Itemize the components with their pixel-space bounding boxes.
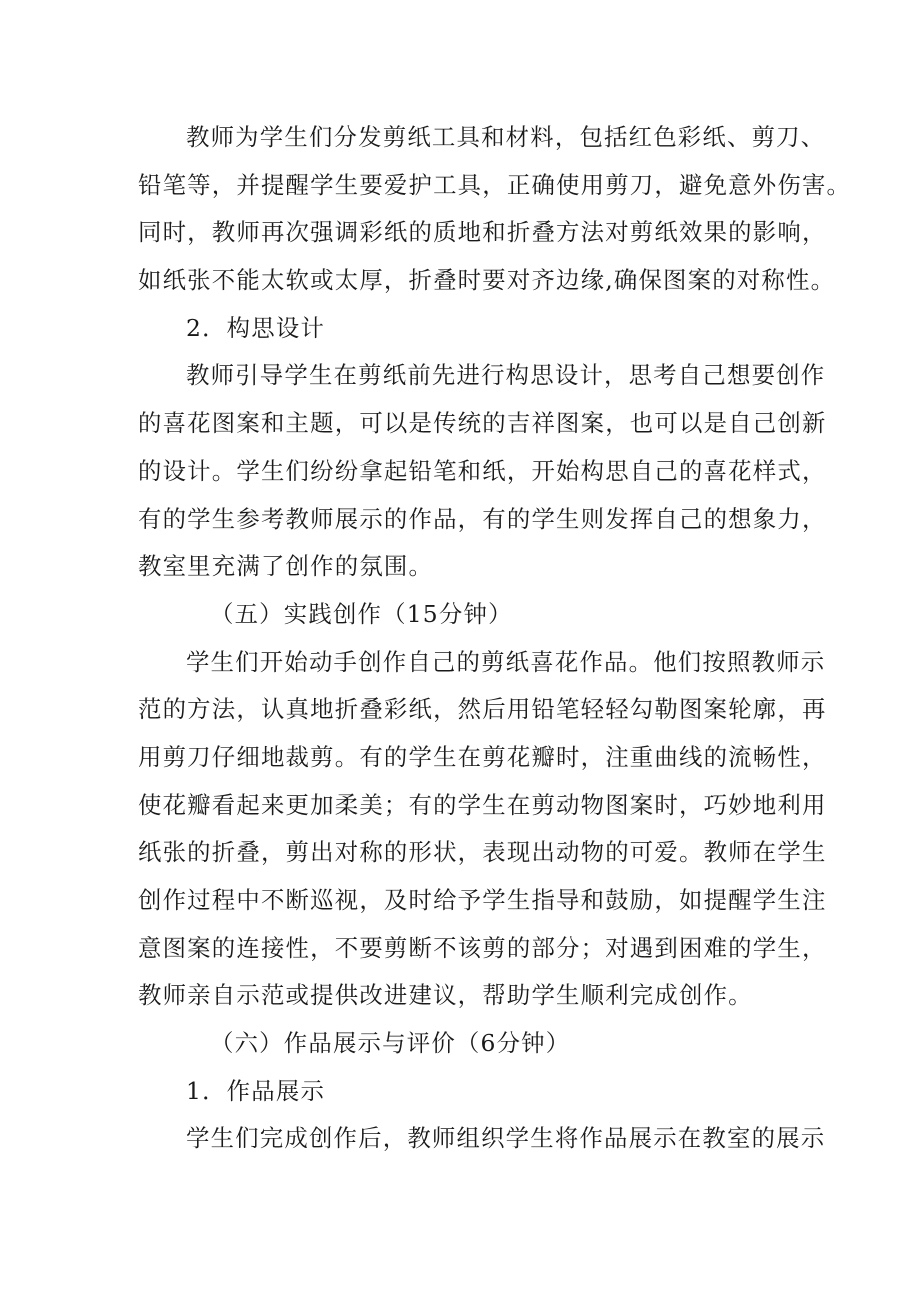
paragraph-line: 如纸张不能太软或太厚，折叠时要对齐边缘,确保图案的对称性。 <box>138 266 836 295</box>
paragraph-line: 教师为学生们分发剪纸工具和材料，包括红色彩纸、剪刀、 <box>186 123 826 151</box>
section-heading: 1．作品展示 <box>186 1076 326 1105</box>
paragraph-line: 铅笔等，并提醒学生要爱护工具，正确使用剪刀，避免意外伤害。 <box>138 170 852 199</box>
section-heading: 2．构思设计 <box>186 313 326 342</box>
paragraph-line: 教师引导学生在剪纸前先进行构思设计，思考自己想要创作 <box>186 361 826 390</box>
paragraph-line: 的设计。学生们纷纷拿起铅笔和纸，开始构思自己的喜花样式， <box>138 456 827 485</box>
paragraph-line: 有的学生参考教师展示的作品，有的学生则发挥自己的想象力， <box>138 504 827 533</box>
paragraph-line: 教室里充满了创作的氛围。 <box>138 552 434 581</box>
paragraph-line: 使花瓣看起来更加柔美；有的学生在剪动物图案时，巧妙地利用 <box>138 790 827 819</box>
paragraph-line: 学生们开始动手创作自己的剪纸喜花作品。他们按照教师示 <box>186 647 826 676</box>
section-heading: （六）作品展示与评价（6分钟） <box>210 1029 571 1058</box>
paragraph-line: 学生们完成创作后，教师组织学生将作品展示在教室的展示 <box>186 1124 826 1153</box>
section-heading: （五）实践创作（15分钟） <box>210 599 513 628</box>
paragraph-line: 创作过程中不断巡视，及时给予学生指导和鼓励，如提醒学生注 <box>138 886 827 914</box>
paragraph-line: 纸张的折叠，剪出对称的形状，表现出动物的可爱。教师在学生 <box>138 838 827 867</box>
paragraph-line: 意图案的连接性，不要剪断不该剪的部分；对遇到困难的学生， <box>138 933 827 962</box>
paragraph-line: 的喜花图案和主题，可以是传统的吉祥图案，也可以是自己创新 <box>138 409 827 438</box>
document-body <box>138 114 852 1163</box>
paragraph-line: 教师亲自示范或提供改进建议，帮助学生顺利完成创作。 <box>138 981 753 1010</box>
paragraph-line: 同时，教师再次强调彩纸的质地和折叠方法对剪纸效果的影响， <box>138 218 827 247</box>
paragraph-line: 范的方法，认真地折叠彩纸，然后用铅笔轻轻勾勒图案轮廓，再 <box>138 695 827 724</box>
paragraph-line: 用剪刀仔细地裁剪。有的学生在剪花瓣时，注重曲线的流畅性， <box>138 742 827 771</box>
